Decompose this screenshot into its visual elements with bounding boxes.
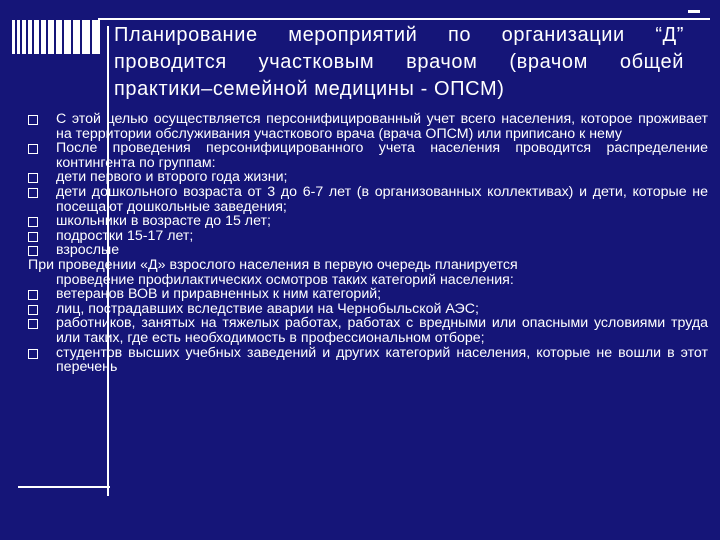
square-bullet-icon (28, 173, 38, 183)
bullet-item: дети первого и второго года жизни; (28, 170, 708, 185)
square-bullet-icon (28, 232, 38, 242)
square-bullet-icon (28, 115, 38, 125)
decor-corner-mark (688, 10, 700, 13)
square-bullet-icon (28, 290, 38, 300)
bullet-item: лиц, пострадавших вследствие аварии на Чернобыльской АЭС; (28, 302, 708, 317)
slide-title: Планирование мероприятий по организации “Д” проводится участковым врачом (врачом общей практики–семейной медицины - ОПСМ) (114, 24, 684, 100)
square-bullet-icon (28, 246, 38, 256)
slide-content (28, 112, 708, 375)
bullet-item: подростки 15-17 лет; (28, 229, 708, 244)
square-bullet-icon (28, 188, 38, 198)
square-bullet-icon (28, 305, 38, 315)
square-bullet-icon (28, 319, 38, 329)
decor-bottom-line (18, 486, 110, 488)
square-bullet-icon (28, 217, 38, 227)
bullet-item: школьники в возрасте до 15 лет; (28, 214, 708, 229)
paragraph-continuation: проведение профилактических осмотров таких категорий населения: (56, 271, 514, 288)
decor-top-line (98, 18, 710, 20)
bullet-item: ветеранов ВОВ и приравненных к ним категорий; (28, 287, 708, 302)
paragraph-lead: При проведении «Д» взрослого населения в первую очередь планируется (28, 256, 518, 273)
paragraph (28, 258, 708, 287)
bullet-item: студентов высших учебных заведений и других категорий населения, которые не вошли в этот перечень (28, 346, 708, 375)
bullet-item: взрослые (28, 243, 708, 258)
decor-stripes (12, 20, 102, 54)
bullet-item: дети дошкольного возраста от 3 до 6-7 лет (в организованных коллективах) и дети, которые не посещают дошкольные заведения; (28, 185, 708, 214)
bullet-item: С этой целью осуществляется персонифицированный учет всего населения, которое проживает на территории обслуживания участкового врача (врача ОПСМ) или приписано к нему (28, 112, 708, 141)
square-bullet-icon (28, 144, 38, 154)
bullet-item: После проведения персонифицированного учета населения проводится распределение контингента по группам: (28, 141, 708, 170)
square-bullet-icon (28, 349, 38, 359)
bullet-item: работников, занятых на тяжелых работах, работах с вредными или опасными условиями труда или таких, где есть необходимость в профессиональном отборе; (28, 316, 708, 345)
